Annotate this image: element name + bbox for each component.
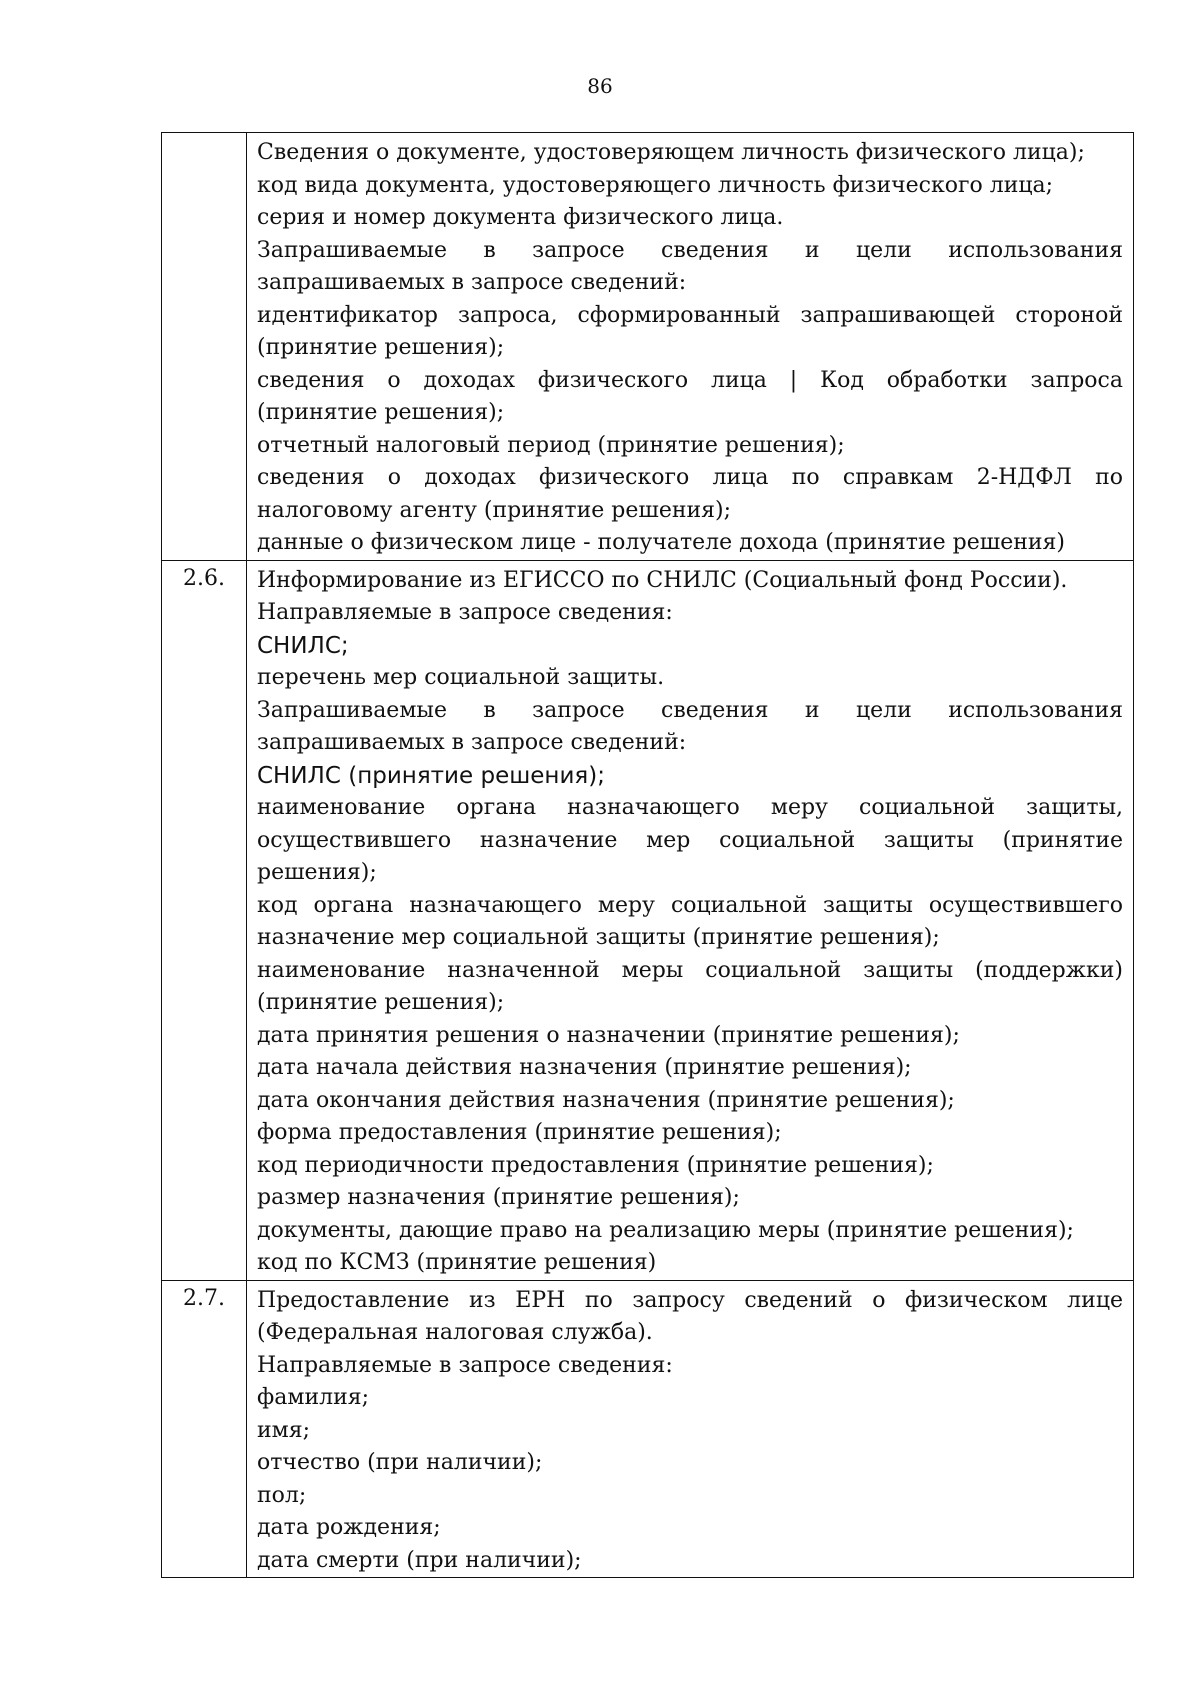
row-number: 2.7.	[162, 1280, 247, 1578]
document-table	[161, 132, 1134, 1578]
content-line: СНИЛС (принятие решения);	[257, 762, 605, 789]
content-line: наименование органа назначающего меру социальной защиты, осуществившего назначение мер социальной защиты (принятие решения);	[257, 795, 1123, 885]
content-line: форма предоставления (принятие решения);	[257, 1120, 782, 1145]
row-content	[247, 133, 1134, 561]
content-line: фамилия;	[257, 1385, 370, 1410]
page-number: 86	[587, 74, 613, 98]
content-line: размер назначения (принятие решения);	[257, 1185, 740, 1210]
content-line: дата принятия решения о назначении (принятие решения);	[257, 1022, 960, 1048]
content-line: код по КСМЗ (принятие решения)	[257, 1250, 657, 1275]
content-line: идентификатор запроса, сформированный запрашивающей стороной (принятие решения);	[257, 302, 1123, 360]
content-line: Направляемые в запросе сведения:	[257, 600, 673, 625]
content-line: данные о физическом лице - получателе дохода (принятие решения)	[257, 530, 1066, 555]
content-line: перечень мер социальной защиты.	[257, 665, 665, 690]
row-number	[162, 133, 247, 561]
content-line: имя;	[257, 1417, 311, 1443]
content-line: Предоставление из ЕРН по запросу сведений о физическом лице (Федеральная налоговая служба).	[257, 1287, 1123, 1345]
content-line: Запрашиваемые в запросе сведения и цели использования запрашиваемых в запросе сведений:	[257, 697, 1123, 755]
table-row	[162, 1280, 1134, 1578]
row-number: 2.6.	[162, 560, 247, 1280]
content-line: Направляемые в запросе сведения:	[257, 1352, 673, 1378]
row-content	[247, 560, 1134, 1280]
table-body	[162, 133, 1134, 1578]
table-row	[162, 133, 1134, 561]
content-line: дата рождения;	[257, 1515, 441, 1540]
row-content	[247, 1280, 1134, 1578]
content-line: серия и номер документа физического лица.	[257, 205, 784, 230]
content-line: дата начала действия назначения (принятие решения);	[257, 1055, 912, 1080]
content-line: Запрашиваемые в запросе сведения и цели использования запрашиваемых в запросе сведений:	[257, 237, 1123, 295]
table-row	[162, 560, 1134, 1280]
content-line: код вида документа, удостоверяющего личность физического лица;	[257, 172, 1054, 198]
content-line: СНИЛС;	[257, 632, 349, 659]
content-line: код органа назначающего меру социальной защиты осуществившего назначение мер социальной защиты (принятие решения);	[257, 892, 1123, 950]
content-line: дата окончания действия назначения (принятие решения);	[257, 1087, 955, 1113]
content-line: отчетный налоговый период (принятие решения);	[257, 432, 845, 458]
content-line: отчество (при наличии);	[257, 1450, 543, 1475]
content-line: Информирование из ЕГИССО по СНИЛС (Социальный фонд России).	[257, 567, 1068, 593]
content-line: код периодичности предоставления (принятие решения);	[257, 1152, 934, 1178]
content-line: документы, дающие право на реализацию меры (принятие решения);	[257, 1217, 1074, 1243]
content-line: сведения о доходах физического лица по справкам 2-НДФЛ по налоговому агенту (принятие решения);	[257, 465, 1123, 523]
content-line: Сведения о документе, удостоверяющем личность физического лица);	[257, 140, 1085, 165]
content-line: пол;	[257, 1482, 307, 1508]
content-line: дата смерти (при наличии);	[257, 1547, 582, 1573]
content-line: сведения о доходах физического лица | Код обработки запроса (принятие решения);	[257, 367, 1123, 425]
content-line: наименование назначенной меры социальной защиты (поддержки) (принятие решения);	[257, 957, 1123, 1015]
